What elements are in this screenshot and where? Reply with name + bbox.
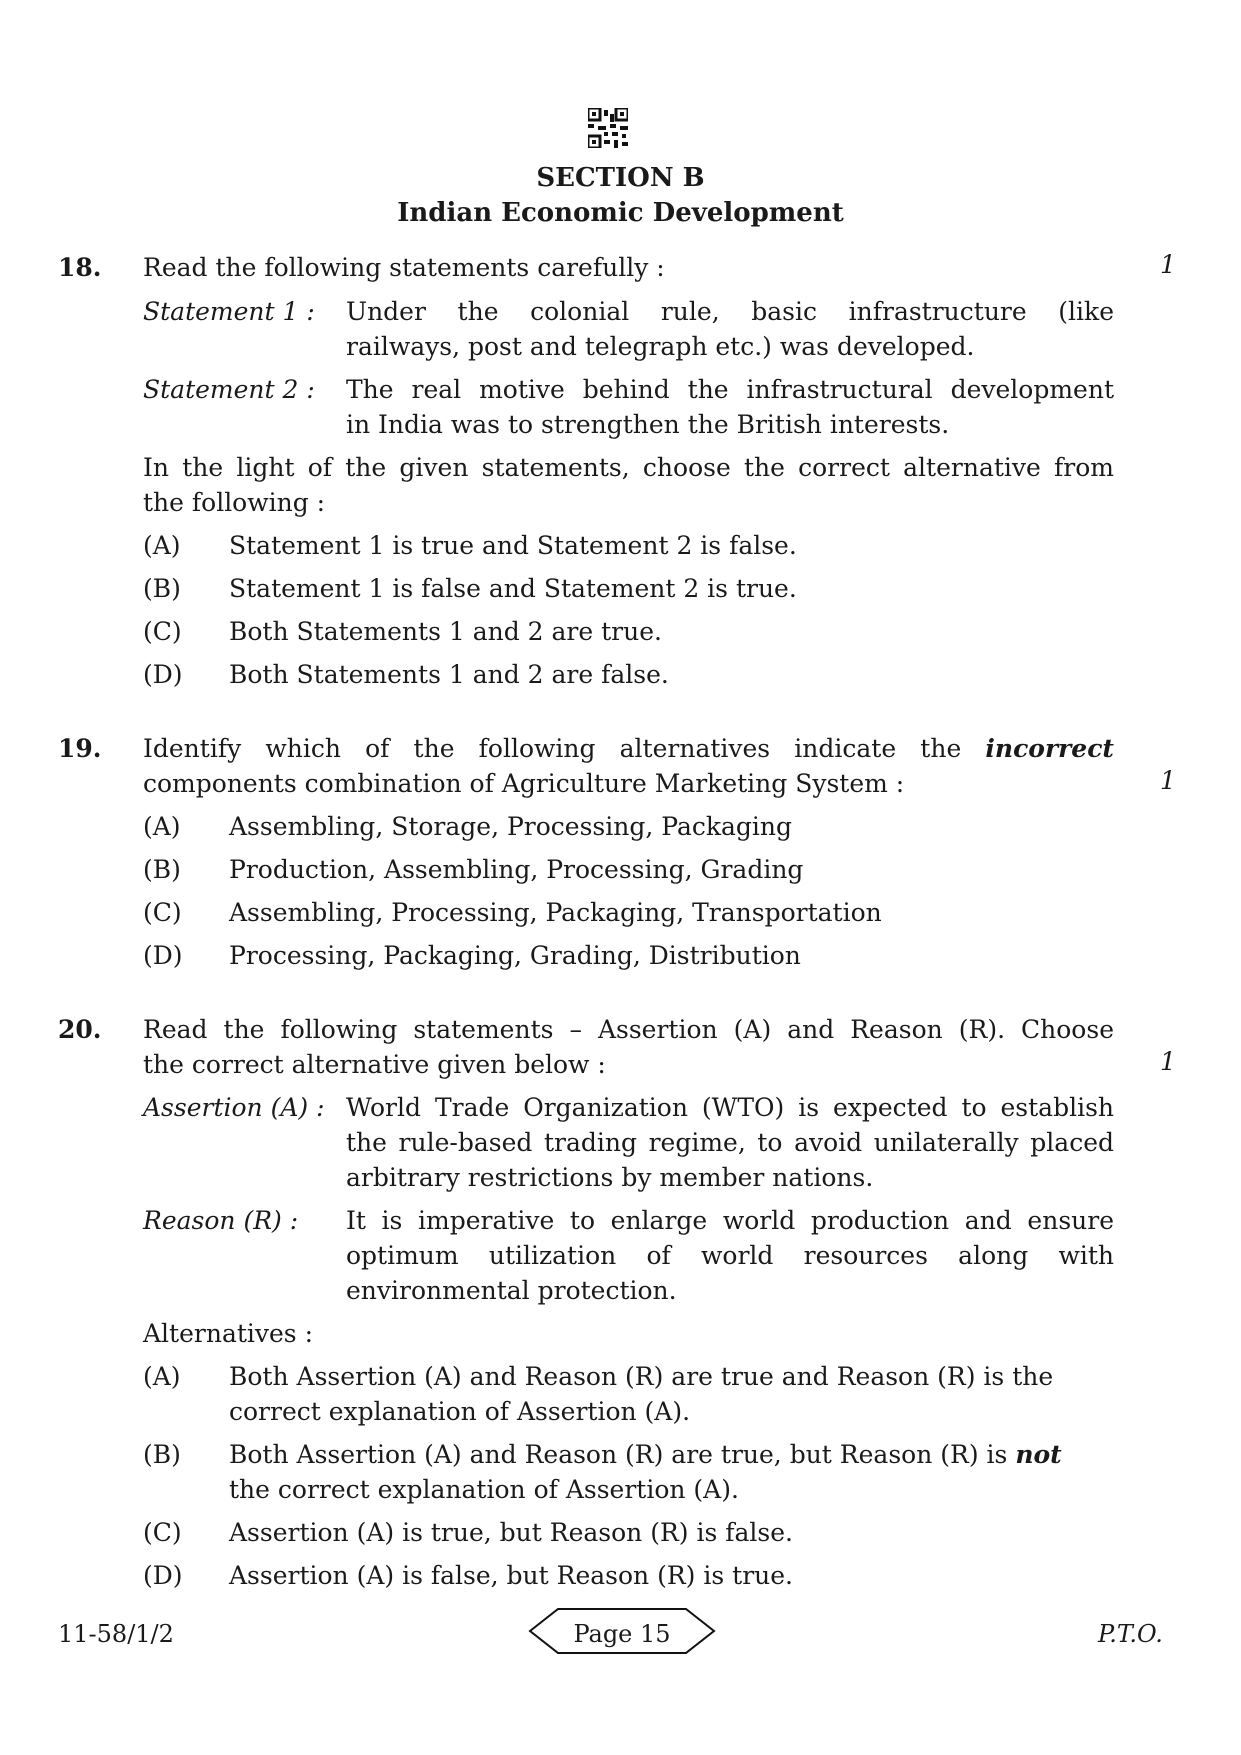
paper-code: 11-58/1/2 — [58, 1620, 174, 1648]
question-number: 18. — [58, 253, 102, 282]
option-text: Both Statements 1 and 2 are true. — [229, 617, 662, 646]
question-stem: Read the following statements carefully : — [143, 253, 665, 282]
marks: 1 — [1160, 1047, 1176, 1076]
assertion-text: the rule-based trading regime, to avoid unilaterally placed — [346, 1128, 1114, 1157]
option-key: (D) — [143, 660, 183, 689]
statement-text: in India was to strengthen the British interests. — [346, 410, 950, 439]
section-title: SECTION B — [536, 163, 705, 193]
option-text: correct explanation of Assertion (A). — [229, 1397, 691, 1426]
option-text: Both Statements 1 and 2 are false. — [229, 660, 669, 689]
question-stem: Read the following statements – Assertion (A) and Reason (R). Choose — [143, 1015, 1114, 1044]
instruction: the following : — [143, 488, 326, 517]
statement-text: railways, post and telegraph etc.) was developed. — [346, 332, 975, 361]
option-key: (C) — [143, 898, 182, 927]
assertion-text: World Trade Organization (WTO) is expected to establish — [346, 1093, 1114, 1122]
alternatives-label: Alternatives : — [143, 1319, 314, 1348]
option-key: (C) — [143, 1518, 182, 1547]
question-number: 19. — [58, 734, 102, 763]
emphasis: incorrect — [985, 734, 1114, 763]
reason-text: It is imperative to enlarge world production and ensure — [346, 1206, 1114, 1235]
option-text: Assertion (A) is false, but Reason (R) is true. — [229, 1561, 793, 1590]
question-number: 20. — [58, 1015, 102, 1044]
statement-text: The real motive behind the infrastructural development — [346, 375, 1114, 404]
assertion-text: arbitrary restrictions by member nations. — [346, 1163, 874, 1192]
marks: 1 — [1160, 766, 1176, 795]
option-text: Statement 1 is true and Statement 2 is false. — [229, 531, 797, 560]
option-key: (B) — [143, 574, 181, 603]
assertion-label: Assertion (A) : — [143, 1093, 325, 1122]
reason-text: optimum utilization of world resources along with — [346, 1241, 1114, 1270]
statement-text: Under the colonial rule, basic infrastructure (like — [346, 297, 1114, 326]
question-stem: the correct alternative given below : — [143, 1050, 606, 1079]
option-key: (B) — [143, 1440, 181, 1469]
pto-label: P.T.O. — [1098, 1620, 1163, 1648]
option-key: (C) — [143, 617, 182, 646]
option-text: Statement 1 is false and Statement 2 is true. — [229, 574, 797, 603]
qr-code-icon — [588, 108, 628, 148]
option-text: Processing, Packaging, Grading, Distribution — [229, 941, 801, 970]
instruction: In the light of the given statements, choose the correct alternative from — [143, 453, 1114, 482]
statement-label: Statement 2 : — [143, 375, 315, 404]
option-text: Both Assertion (A) and Reason (R) are true, but Reason (R) is not — [229, 1440, 1062, 1469]
option-key: (B) — [143, 855, 181, 884]
question-stem: Identify which of the following alternatives indicate the incorrect — [143, 734, 1114, 763]
reason-text: environmental protection. — [346, 1276, 677, 1305]
emphasis: not — [1015, 1440, 1062, 1469]
marks: 1 — [1160, 250, 1176, 279]
page-number: Page 15 — [573, 1620, 671, 1648]
option-text: Production, Assembling, Processing, Grading — [229, 855, 804, 884]
reason-label: Reason (R) : — [143, 1206, 299, 1235]
option-text: Assertion (A) is true, but Reason (R) is false. — [229, 1518, 793, 1547]
option-text: Assembling, Processing, Packaging, Transportation — [229, 898, 882, 927]
statement-label: Statement 1 : — [143, 297, 315, 326]
option-key: (A) — [143, 812, 181, 841]
option-key: (D) — [143, 1561, 183, 1590]
question-stem: components combination of Agriculture Marketing System : — [143, 769, 905, 798]
option-text: Assembling, Storage, Processing, Packaging — [229, 812, 793, 841]
section-subject: Indian Economic Development — [397, 198, 844, 228]
option-text: the correct explanation of Assertion (A). — [229, 1475, 739, 1504]
option-text: Both Assertion (A) and Reason (R) are true and Reason (R) is the — [229, 1362, 1054, 1391]
option-key: (A) — [143, 531, 181, 560]
option-key: (A) — [143, 1362, 181, 1391]
option-key: (D) — [143, 941, 183, 970]
